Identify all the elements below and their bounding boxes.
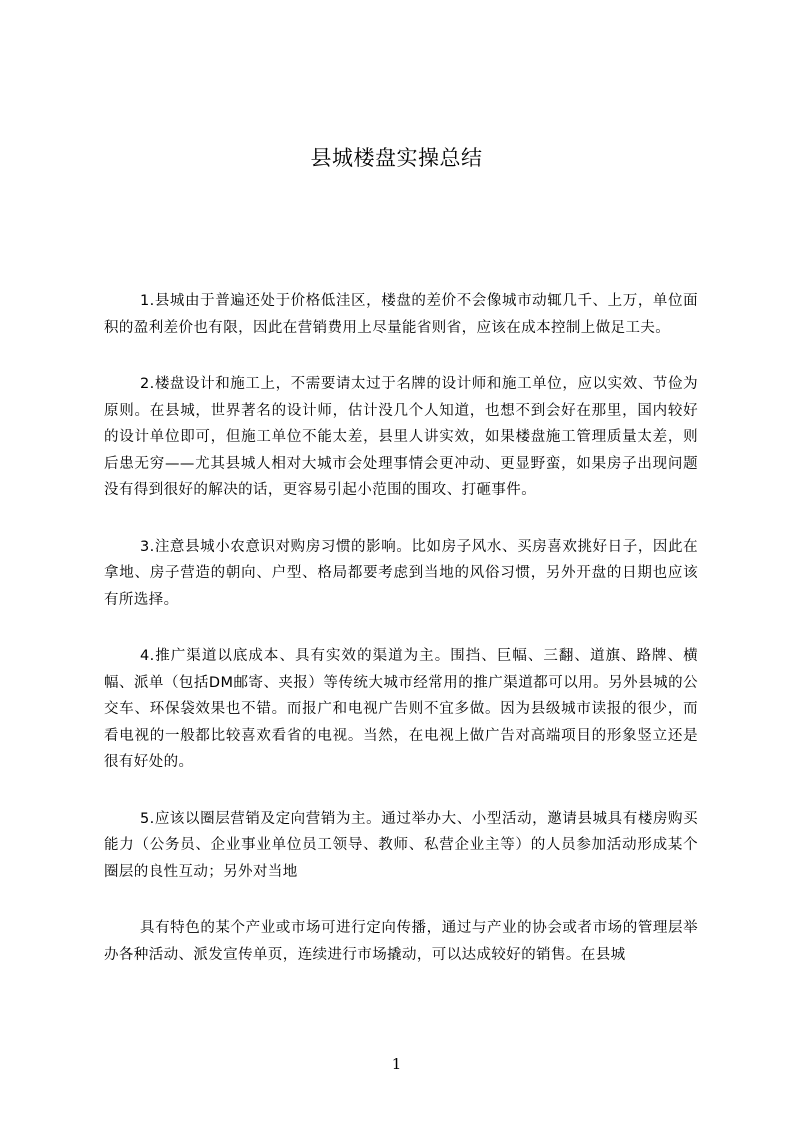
document-body xyxy=(104,288,698,998)
document-title: 县城楼盘实操总结 xyxy=(310,146,483,170)
paragraph-5: 5.应该以圈层营销及定向营销为主。通过举办大、小型活动，邀请县城具有楼房购买能力（公务员、企业事业单位员工领导、教师、私营企业主等）的人员参加活动形成某个圈层的良性互动；另外对当地 xyxy=(104,810,698,880)
paragraph-4: 4.推广渠道以底成本、具有实效的渠道为主。围挡、巨幅、三翻、道旗、路牌、横幅、派单（包括DM邮寄、夹报）等传统大城市经常用的推广渠道都可以用。另外县城的公交车、环保袋效果也不错。而报广和电视广告则不宜多做。因为县级城市读报的很少，而看电视的一般都比较喜欢看省的电视。当然，在电视上做广告对高端项目的形象竖立还是很有好处的。 xyxy=(104,648,698,770)
paragraph-1: 1.县城由于普遍还处于价格低洼区，楼盘的差价不会像城市动辄几千、上万，单位面积的盈利差价也有限，因此在营销费用上尽量能省则省，应该在成本控制上做足工夫。 xyxy=(104,293,698,336)
paragraph-6: 具有特色的某个产业或市场可进行定向传播，通过与产业的协会或者市场的管理层举办各种活动、派发宣传单页，连续进行市场撬动，可以达成较好的销售。在县城 xyxy=(104,920,698,963)
page-number: 1 xyxy=(391,1055,402,1073)
paragraph-2: 2.楼盘设计和施工上，不需要请太过于名牌的设计师和施工单位，应以实效、节俭为原则。在县城，世界著名的设计师，估计没几个人知道，也想不到会好在那里，国内较好的设计单位即可，但施工单位不能太差，县里人讲实效，如果楼盘施工管理质量太差，则后患无穷——尤其县城人相对大城市会处理事情会更冲动、更显野蛮，如果房子出现问题没有得到很好的解决的话，更容易引起小范围的围攻、打砸事件。 xyxy=(104,376,698,498)
paragraph-3: 3.注意县城小农意识对购房习惯的影响。比如房子风水、买房喜欢挑好日子，因此在拿地、房子营造的朝向、户型、格局都要考虑到当地的风俗习惯，另外开盘的日期也应该有所选择。 xyxy=(104,538,698,608)
